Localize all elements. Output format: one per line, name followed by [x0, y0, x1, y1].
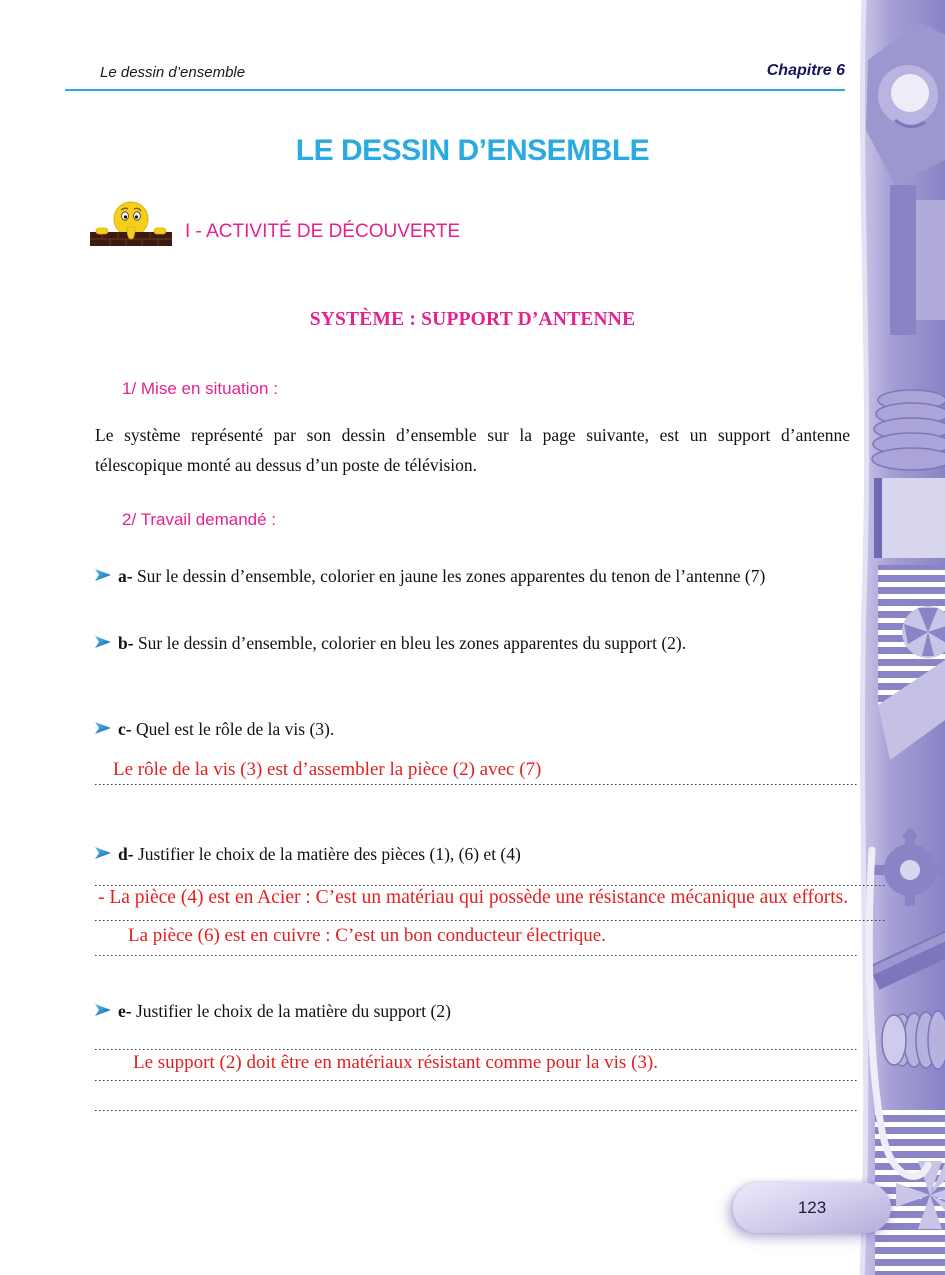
task-b — [95, 633, 860, 654]
intro-heading: 1/ Mise en situation : — [122, 379, 278, 398]
dotted-line — [95, 919, 885, 921]
work-heading: 2/ Travail demandé : — [122, 510, 277, 529]
peeking-smiley-icon — [88, 199, 174, 251]
task-b-text: Sur le dessin d’ensemble, colorier en bleu les zones apparentes du support (2). — [137, 633, 687, 653]
dotted-line — [95, 1079, 859, 1081]
header-chapter: Chapitre 6 — [766, 62, 845, 79]
dotted-line — [95, 1109, 859, 1111]
arrow-bullet-icon — [95, 721, 112, 735]
task-a-text: Sur le dessin d’ensemble, colorier en jaune les zones apparentes du tenon de l’antenne (7) — [136, 566, 766, 586]
answer-c: Le rôle de la vis (3) est d’assembler la pièce (2) avec (7) — [113, 759, 542, 780]
header-running-title: Le dessin d’ensemble — [100, 64, 246, 81]
task-e-text: Justifier le choix de la matière du support (2) — [135, 1001, 451, 1021]
dotted-line — [95, 954, 857, 956]
dotted-line — [95, 1048, 857, 1050]
task-a — [95, 566, 860, 587]
page-number-badge — [733, 1183, 891, 1233]
decorative-border-mechanical-collage — [850, 0, 945, 1275]
task-c-text: Quel est le rôle de la vis (3). — [135, 719, 335, 739]
activity-heading: I - ACTIVITÉ DE DÉCOUVERTE — [185, 221, 461, 242]
answer-e: Le support (2) doit être en matériaux résistant comme pour la vis (3). — [133, 1052, 658, 1073]
task-d-label: d- — [118, 844, 134, 864]
task-d-text: Justifier le choix de la matière des pièces (1), (6) et (4) — [137, 844, 521, 864]
answer-d1: - La pièce (4) est en Acier : C’est un matériau qui possède une résistance mécanique aux efforts. — [98, 887, 849, 908]
task-e — [95, 1001, 860, 1022]
dotted-line — [95, 783, 857, 785]
system-title: SYSTÈME : SUPPORT D’ANTENNE — [309, 309, 636, 330]
task-d — [95, 844, 860, 865]
task-e-label: e- — [118, 1001, 132, 1021]
arrow-bullet-icon — [95, 846, 112, 860]
task-a-label: a- — [118, 566, 133, 586]
page-title: LE DESSIN D’ENSEMBLE — [295, 134, 650, 167]
task-c-label: c- — [118, 719, 132, 739]
header-rule — [65, 89, 845, 91]
arrow-bullet-icon — [95, 635, 112, 649]
answer-d2: La pièce (6) est en cuivre : C’est un bon conducteur électrique. — [128, 925, 606, 946]
arrow-bullet-icon — [95, 1003, 112, 1017]
page-number: 123 — [797, 1198, 827, 1217]
dotted-line — [95, 884, 885, 886]
task-c — [95, 719, 860, 740]
task-b-label: b- — [118, 633, 134, 653]
intro-paragraph: Le système représenté par son dessin d’ensemble sur la page suivante, est un support d’antenne télescopique monté au dessus d’un poste de télévision. — [95, 425, 850, 476]
arrow-bullet-icon — [95, 568, 112, 582]
